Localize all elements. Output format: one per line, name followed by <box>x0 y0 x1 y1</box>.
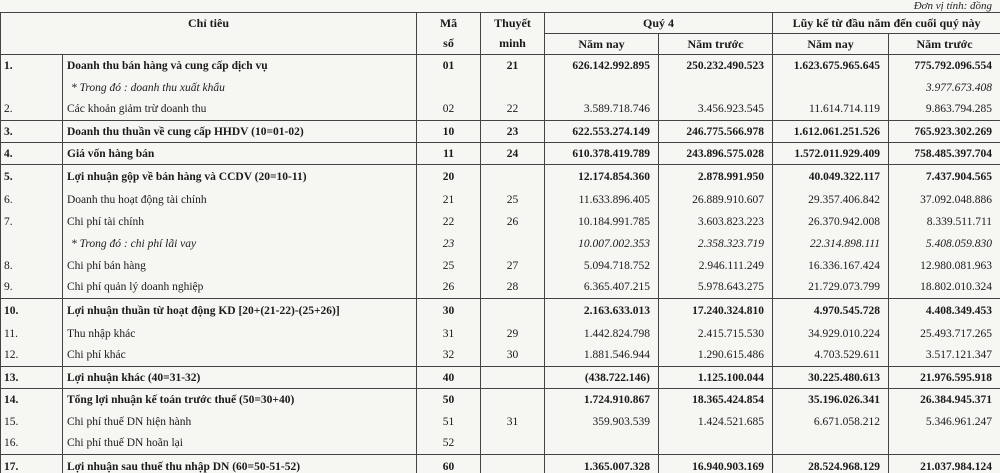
row-label: Thu nhập khác <box>63 323 417 345</box>
row-q-prev: 5.978.643.275 <box>659 277 773 299</box>
row-code: 30 <box>417 299 481 323</box>
row-note <box>481 367 545 389</box>
row-q-prev: 243.896.575.028 <box>659 143 773 165</box>
header-code: Mã <box>417 13 481 34</box>
row-ytd-now: 35.196.026.341 <box>773 389 889 411</box>
row-q-prev: 3.456.923.545 <box>659 99 773 121</box>
row-ytd-now: 6.671.058.212 <box>773 411 889 433</box>
row-q-now: 1.881.546.944 <box>545 345 659 367</box>
row-note: 26 <box>481 211 545 233</box>
row-index: 3. <box>1 121 63 143</box>
row-label: Lợi nhuận gộp về bán hàng và CCDV (20=10-11) <box>63 165 417 189</box>
row-q-prev: 1.424.521.685 <box>659 411 773 433</box>
row-note <box>481 433 545 455</box>
row-ytd-now: 30.225.480.613 <box>773 367 889 389</box>
row-ytd-prev: 5.408.059.830 <box>889 233 1000 255</box>
header-quarter-group: Quý 4 <box>545 13 773 34</box>
row-label: Doanh thu hoạt động tài chính <box>63 189 417 211</box>
row-label: Chi phí thuế DN hoãn lại <box>63 433 417 455</box>
row-code <box>417 77 481 99</box>
row-note: 28 <box>481 277 545 299</box>
row-code: 02 <box>417 99 481 121</box>
row-ytd-now: 21.729.073.799 <box>773 277 889 299</box>
header-ytd-this-year: Năm nay <box>773 34 889 55</box>
table-row <box>1 99 1000 121</box>
row-q-prev <box>659 77 773 99</box>
row-ytd-now: 40.049.322.117 <box>773 165 889 189</box>
row-index: 16. <box>1 433 63 455</box>
row-index: 1. <box>1 55 63 77</box>
row-ytd-now: 26.370.942.008 <box>773 211 889 233</box>
row-ytd-prev: 21.976.595.918 <box>889 367 1000 389</box>
row-index: 5. <box>1 165 63 189</box>
row-note: 25 <box>481 189 545 211</box>
row-code: 52 <box>417 433 481 455</box>
table-row <box>1 121 1000 143</box>
row-q-now: 1.442.824.798 <box>545 323 659 345</box>
row-label: Lợi nhuận thuần từ hoạt động KD [20+(21-22)-(25+26)] <box>63 299 417 323</box>
row-q-now: 610.378.419.789 <box>545 143 659 165</box>
row-label: Lợi nhuận sau thuế thu nhập DN (60=50-51-52) <box>63 455 417 473</box>
row-note <box>481 299 545 323</box>
row-index <box>1 77 63 99</box>
row-q-now: 1.724.910.867 <box>545 389 659 411</box>
row-q-now: 11.633.896.405 <box>545 189 659 211</box>
row-index: 8. <box>1 255 63 277</box>
row-q-prev: 18.365.424.854 <box>659 389 773 411</box>
table-row <box>1 367 1000 389</box>
table-row <box>1 411 1000 433</box>
row-label: Tổng lợi nhuận kế toán trước thuế (50=30+40) <box>63 389 417 411</box>
row-index: 4. <box>1 143 63 165</box>
row-code: 32 <box>417 345 481 367</box>
table-row <box>1 211 1000 233</box>
row-ytd-prev: 21.037.984.124 <box>889 455 1000 473</box>
header-indicator: Chỉ tiêu <box>1 13 417 34</box>
row-code: 40 <box>417 367 481 389</box>
row-note: 31 <box>481 411 545 433</box>
row-label: * Trong đó : doanh thu xuất khẩu <box>63 77 417 99</box>
table-row <box>1 255 1000 277</box>
table-row <box>1 189 1000 211</box>
row-q-now: 6.365.407.215 <box>545 277 659 299</box>
row-note: 27 <box>481 255 545 277</box>
row-code: 20 <box>417 165 481 189</box>
row-note: 21 <box>481 55 545 77</box>
row-ytd-now: 22.314.898.111 <box>773 233 889 255</box>
row-ytd-prev: 8.339.511.711 <box>889 211 1000 233</box>
row-note: 30 <box>481 345 545 367</box>
row-label: * Trong đó : chi phí lãi vay <box>63 233 417 255</box>
row-ytd-prev: 9.863.794.285 <box>889 99 1000 121</box>
row-q-prev: 2.878.991.950 <box>659 165 773 189</box>
row-q-prev: 1.290.615.486 <box>659 345 773 367</box>
row-ytd-prev: 25.493.717.265 <box>889 323 1000 345</box>
row-q-now: 3.589.718.746 <box>545 99 659 121</box>
row-note: 29 <box>481 323 545 345</box>
income-statement-table <box>0 12 1000 473</box>
row-ytd-now: 28.524.968.129 <box>773 455 889 473</box>
row-index: 11. <box>1 323 63 345</box>
row-label: Giá vốn hàng bán <box>63 143 417 165</box>
row-note: 23 <box>481 121 545 143</box>
table-row <box>1 165 1000 189</box>
row-q-now: (438.722.146) <box>545 367 659 389</box>
row-q-prev: 16.940.903.169 <box>659 455 773 473</box>
row-ytd-prev: 7.437.904.565 <box>889 165 1000 189</box>
row-code: 10 <box>417 121 481 143</box>
row-q-prev: 17.240.324.810 <box>659 299 773 323</box>
row-q-now: 626.142.992.895 <box>545 55 659 77</box>
row-code: 25 <box>417 255 481 277</box>
row-q-now: 10.007.002.353 <box>545 233 659 255</box>
row-note <box>481 455 545 473</box>
header-ytd-last-year: Năm trước <box>889 34 1000 55</box>
table-row <box>1 323 1000 345</box>
row-label: Chi phí khác <box>63 345 417 367</box>
row-q-now: 622.553.274.149 <box>545 121 659 143</box>
row-label: Doanh thu bán hàng và cung cấp dịch vụ <box>63 55 417 77</box>
row-ytd-now: 4.703.529.611 <box>773 345 889 367</box>
row-ytd-prev: 765.923.302.269 <box>889 121 1000 143</box>
row-note: 22 <box>481 99 545 121</box>
row-index: 14. <box>1 389 63 411</box>
row-note <box>481 77 545 99</box>
row-ytd-now: 1.623.675.965.645 <box>773 55 889 77</box>
row-label: Chi phí thuế DN hiện hành <box>63 411 417 433</box>
row-q-prev: 2.946.111.249 <box>659 255 773 277</box>
row-note <box>481 389 545 411</box>
row-q-now <box>545 77 659 99</box>
row-q-prev: 246.775.566.978 <box>659 121 773 143</box>
row-ytd-prev: 775.792.096.554 <box>889 55 1000 77</box>
row-code: 22 <box>417 211 481 233</box>
row-ytd-now: 34.929.010.224 <box>773 323 889 345</box>
row-index: 9. <box>1 277 63 299</box>
row-ytd-prev: 3.977.673.408 <box>889 77 1000 99</box>
row-note: 24 <box>481 143 545 165</box>
row-q-prev: 250.232.490.523 <box>659 55 773 77</box>
row-ytd-prev: 12.980.081.963 <box>889 255 1000 277</box>
table-row <box>1 299 1000 323</box>
header-ytd-group: Lũy kế từ đầu năm đến cuối quý này <box>773 13 1000 34</box>
row-code: 26 <box>417 277 481 299</box>
table-row <box>1 233 1000 255</box>
table-row <box>1 345 1000 367</box>
row-index: 10. <box>1 299 63 323</box>
row-index: 7. <box>1 211 63 233</box>
table-row <box>1 77 1000 99</box>
header-code-line2: số <box>417 34 481 55</box>
row-ytd-prev: 758.485.397.704 <box>889 143 1000 165</box>
table-row <box>1 277 1000 299</box>
row-code: 31 <box>417 323 481 345</box>
row-q-prev: 2.415.715.530 <box>659 323 773 345</box>
row-ytd-prev: 18.802.010.324 <box>889 277 1000 299</box>
row-label: Chi phí tài chính <box>63 211 417 233</box>
row-q-prev: 26.889.910.607 <box>659 189 773 211</box>
row-code: 21 <box>417 189 481 211</box>
row-q-now: 2.163.633.013 <box>545 299 659 323</box>
row-index: 17. <box>1 455 63 473</box>
row-code: 23 <box>417 233 481 255</box>
row-note <box>481 233 545 255</box>
row-q-now: 1.365.007.328 <box>545 455 659 473</box>
row-ytd-prev: 4.408.349.453 <box>889 299 1000 323</box>
row-ytd-now: 11.614.714.119 <box>773 99 889 121</box>
row-q-now: 5.094.718.752 <box>545 255 659 277</box>
row-ytd-now: 29.357.406.842 <box>773 189 889 211</box>
header-note: Thuyết <box>481 13 545 34</box>
row-q-prev: 1.125.100.044 <box>659 367 773 389</box>
row-index: 12. <box>1 345 63 367</box>
row-ytd-now: 16.336.167.424 <box>773 255 889 277</box>
row-ytd-prev: 3.517.121.347 <box>889 345 1000 367</box>
row-ytd-prev: 37.092.048.886 <box>889 189 1000 211</box>
header-quarter-this-year: Năm nay <box>545 34 659 55</box>
row-q-now <box>545 433 659 455</box>
table-row <box>1 55 1000 77</box>
header-note-line2: minh <box>481 34 545 55</box>
row-q-prev: 2.358.323.719 <box>659 233 773 255</box>
row-code: 50 <box>417 389 481 411</box>
row-index: 2. <box>1 99 63 121</box>
row-label: Lợi nhuận khác (40=31-32) <box>63 367 417 389</box>
row-code: 60 <box>417 455 481 473</box>
row-q-now: 12.174.854.360 <box>545 165 659 189</box>
row-ytd-now: 4.970.545.728 <box>773 299 889 323</box>
row-q-now: 359.903.539 <box>545 411 659 433</box>
header-quarter-last-year: Năm trước <box>659 34 773 55</box>
row-code: 11 <box>417 143 481 165</box>
row-note <box>481 165 545 189</box>
row-index <box>1 233 63 255</box>
row-index: 6. <box>1 189 63 211</box>
header-indicator-blank <box>1 34 417 55</box>
row-index: 15. <box>1 411 63 433</box>
table-row <box>1 389 1000 411</box>
row-code: 51 <box>417 411 481 433</box>
row-ytd-now <box>773 433 889 455</box>
unit-note: Đơn vị tính: đồng <box>913 0 992 12</box>
row-ytd-prev: 5.346.961.247 <box>889 411 1000 433</box>
row-q-now: 10.184.991.785 <box>545 211 659 233</box>
row-label: Các khoản giảm trừ doanh thu <box>63 99 417 121</box>
row-index: 13. <box>1 367 63 389</box>
table-row <box>1 143 1000 165</box>
row-ytd-prev <box>889 433 1000 455</box>
row-q-prev: 3.603.823.223 <box>659 211 773 233</box>
row-ytd-now: 1.612.061.251.526 <box>773 121 889 143</box>
row-ytd-now <box>773 77 889 99</box>
table-row <box>1 455 1000 473</box>
row-code: 01 <box>417 55 481 77</box>
row-q-prev <box>659 433 773 455</box>
row-label: Chi phí bán hàng <box>63 255 417 277</box>
row-label: Chi phí quản lý doanh nghiệp <box>63 277 417 299</box>
row-ytd-now: 1.572.011.929.409 <box>773 143 889 165</box>
table-row <box>1 433 1000 455</box>
row-label: Doanh thu thuần về cung cấp HHDV (10=01-02) <box>63 121 417 143</box>
row-ytd-prev: 26.384.945.371 <box>889 389 1000 411</box>
